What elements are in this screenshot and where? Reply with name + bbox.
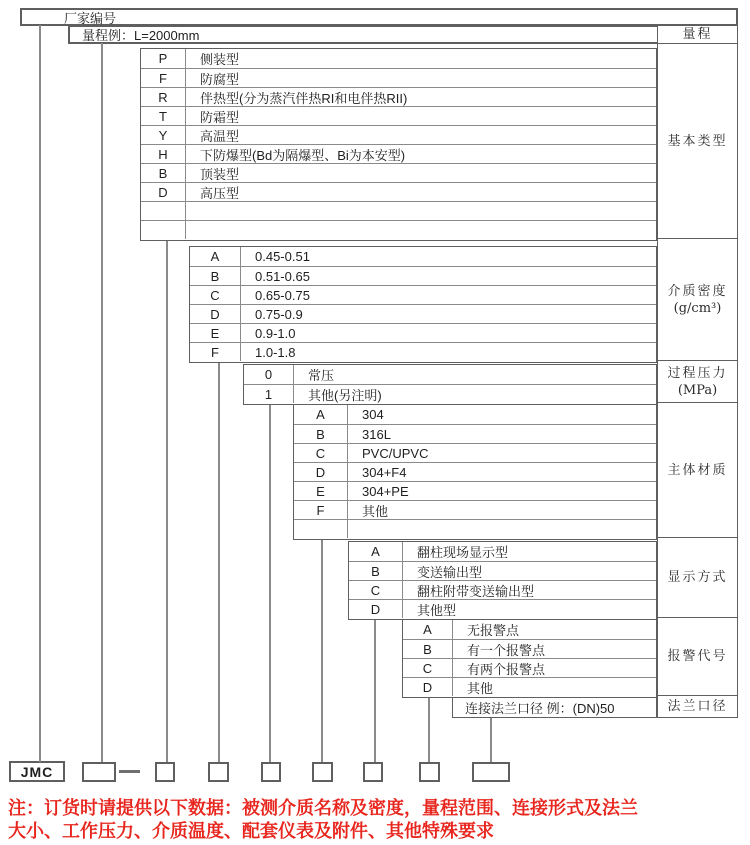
desc-cell: 0.75-0.9 <box>255 306 303 322</box>
body-material-table <box>293 404 657 540</box>
code-cell: B <box>141 164 186 182</box>
code-cell: D <box>349 600 403 618</box>
code-cell: C <box>294 444 348 462</box>
desc-cell: 翻柱附带变送输出型 <box>417 583 535 599</box>
table-row <box>141 144 656 163</box>
model-prefix-label: JMC <box>20 763 54 780</box>
code-cell: B <box>190 267 241 285</box>
table-row <box>294 519 656 538</box>
connector-line-5 <box>269 402 271 762</box>
desc-cell: 1.0-1.8 <box>255 344 296 360</box>
section-label-6 <box>657 537 738 618</box>
section-label-2 <box>657 43 738 239</box>
flange-size-row <box>452 697 657 718</box>
code-cell: Y <box>141 126 186 144</box>
section-label-text: 量程 <box>682 27 713 42</box>
table-row <box>349 542 656 561</box>
desc-cell: 0.65-0.75 <box>255 287 310 303</box>
code-cell: C <box>403 659 453 677</box>
code-cell: D <box>141 183 186 201</box>
model-prefix-box <box>9 761 65 782</box>
table-row <box>349 599 656 618</box>
connector-line-6 <box>321 537 323 762</box>
code-cell <box>141 221 186 239</box>
desc-cell: 304 <box>362 407 384 422</box>
code-cell: T <box>141 107 186 125</box>
connector-line-7 <box>374 617 376 762</box>
desc-cell: 0.45-0.51 <box>255 249 310 264</box>
desc-cell: 伴热型(分为蒸汽伴热RI和电伴热RII) <box>200 90 408 106</box>
code-cell: B <box>294 425 348 443</box>
code-cell: E <box>294 482 348 500</box>
code-cell: F <box>190 343 241 361</box>
table-row <box>294 405 656 424</box>
code-cell <box>294 520 348 538</box>
code-cell: B <box>349 562 403 580</box>
table-row <box>190 342 656 361</box>
table-row <box>349 561 656 580</box>
desc-cell: 顶装型 <box>200 166 240 182</box>
table-row <box>244 365 656 384</box>
table-row <box>141 49 656 68</box>
code-box-5 <box>312 762 333 782</box>
desc-cell: 有一个报警点 <box>467 642 546 658</box>
code-cell: F <box>294 501 348 519</box>
code-cell: A <box>190 247 241 266</box>
table-row <box>294 443 656 462</box>
desc-cell: 有两个报警点 <box>467 661 546 677</box>
desc-cell: PVC/UPVC <box>362 445 429 461</box>
connector-line-9 <box>490 718 492 762</box>
code-cell: A <box>294 405 348 424</box>
desc-cell: 其他 <box>362 503 389 519</box>
desc-cell: 防腐型 <box>200 71 240 87</box>
table-row <box>294 424 656 443</box>
table-row <box>141 68 656 87</box>
table-row <box>403 658 656 677</box>
code-box-2 <box>155 762 175 782</box>
table-row <box>244 384 656 403</box>
desc-cell: 高温型 <box>200 128 240 144</box>
desc-cell: 常压 <box>308 368 335 383</box>
connector-line-1 <box>39 25 41 762</box>
table-row <box>141 106 656 125</box>
manufacturer-code-row <box>20 8 738 26</box>
code-cell: D <box>403 678 453 696</box>
section-label-text: 法兰口径 <box>667 699 728 714</box>
code-cell: F <box>141 69 186 87</box>
code-cell: H <box>141 145 186 163</box>
section-label-5 <box>657 402 738 538</box>
desc-cell: 其他(另注明) <box>308 387 382 403</box>
desc-cell: 0.51-0.65 <box>255 268 310 284</box>
table-row <box>190 323 656 342</box>
range-example-row <box>68 25 738 44</box>
code-box-1 <box>82 762 116 782</box>
desc-cell: 316L <box>362 426 391 442</box>
code-cell: 1 <box>244 385 294 403</box>
desc-cell: 其他 <box>467 680 494 696</box>
desc-cell: 下防爆型(Bd为隔爆型、Bi为本安型) <box>200 147 406 163</box>
desc-cell: 侧装型 <box>200 52 240 67</box>
code-cell: D <box>190 305 241 323</box>
desc-cell: 防霜型 <box>200 109 240 125</box>
code-cell: B <box>403 640 453 658</box>
section-label-7 <box>657 617 738 696</box>
table-row <box>403 677 656 696</box>
manufacturer-code-label: 厂家编号 <box>64 10 117 26</box>
desc-cell <box>186 202 656 220</box>
section-label-1 <box>657 25 738 44</box>
table-row <box>141 201 656 220</box>
desc-cell <box>186 221 656 239</box>
connector-line-4 <box>218 360 220 762</box>
table-row <box>190 285 656 304</box>
table-row <box>190 304 656 323</box>
code-box-4 <box>261 762 281 782</box>
table-row <box>294 500 656 519</box>
table-row <box>294 462 656 481</box>
section-label-text: 基本类型 <box>667 133 728 149</box>
table-row <box>141 182 656 201</box>
code-box-8 <box>472 762 510 782</box>
table-row <box>141 87 656 106</box>
code-box-6 <box>363 762 383 782</box>
desc-cell: 304+F4 <box>362 464 407 480</box>
section-label-text: (MPa) <box>677 382 718 398</box>
code-cell: 0 <box>244 365 294 384</box>
connector-line-2 <box>101 43 103 762</box>
medium-density-table <box>189 246 657 363</box>
section-label-8 <box>657 695 738 718</box>
desc-cell: 无报警点 <box>467 623 520 638</box>
code-cell: P <box>141 49 186 68</box>
table-row <box>190 266 656 285</box>
table-row <box>403 639 656 658</box>
code-box-7 <box>419 762 440 782</box>
desc-cell: 翻柱现场显示型 <box>417 545 509 560</box>
desc-cell: 其他型 <box>417 602 457 618</box>
section-label-text: (g/cm³) <box>673 300 722 316</box>
code-cell: C <box>349 581 403 599</box>
section-label-text: 主体材质 <box>667 462 728 478</box>
code-cell: A <box>349 542 403 561</box>
desc-cell <box>348 520 656 538</box>
table-row <box>190 247 656 266</box>
section-label-text: 报警代号 <box>667 649 728 664</box>
section-label-3 <box>657 238 738 361</box>
table-row <box>141 163 656 182</box>
flange-size-label: 连接法兰口径 例：(DN)50 <box>465 701 615 716</box>
table-row <box>349 580 656 599</box>
order-note-line-1: 注：订货时请提供以下数据：被测介质名称及密度，量程范围、连接形式及法兰 <box>8 798 638 818</box>
code-cell: E <box>190 324 241 342</box>
alarm-code-table <box>402 619 657 698</box>
code-box-3 <box>208 762 229 782</box>
dash-separator <box>119 770 140 773</box>
connector-line-3 <box>166 238 168 762</box>
desc-cell: 0.9-1.0 <box>255 325 296 341</box>
basic-type-table <box>140 48 657 241</box>
code-cell: D <box>294 463 348 481</box>
desc-cell: 304+PE <box>362 483 409 499</box>
table-row <box>403 620 656 639</box>
process-pressure-table <box>243 364 657 405</box>
desc-cell: 高压型 <box>200 185 240 201</box>
code-cell: R <box>141 88 186 106</box>
table-row <box>294 481 656 500</box>
desc-cell: 变送输出型 <box>417 564 483 580</box>
code-cell <box>141 202 186 220</box>
code-cell: A <box>403 620 453 639</box>
table-row <box>141 125 656 144</box>
display-mode-table <box>348 541 657 620</box>
section-label-text: 介质密度 <box>667 283 728 299</box>
range-example-label: 量程例：L=2000mm <box>82 28 200 43</box>
code-cell: C <box>190 286 241 304</box>
connector-line-8 <box>428 695 430 762</box>
table-row <box>141 220 656 239</box>
order-note-line-2: 大小、工作压力、介质温度、配套仪表及附件、其他特殊要求 <box>8 821 494 841</box>
section-label-4 <box>657 360 738 403</box>
section-label-text: 过程压力 <box>667 365 728 381</box>
section-label-text: 显示方式 <box>667 570 728 585</box>
